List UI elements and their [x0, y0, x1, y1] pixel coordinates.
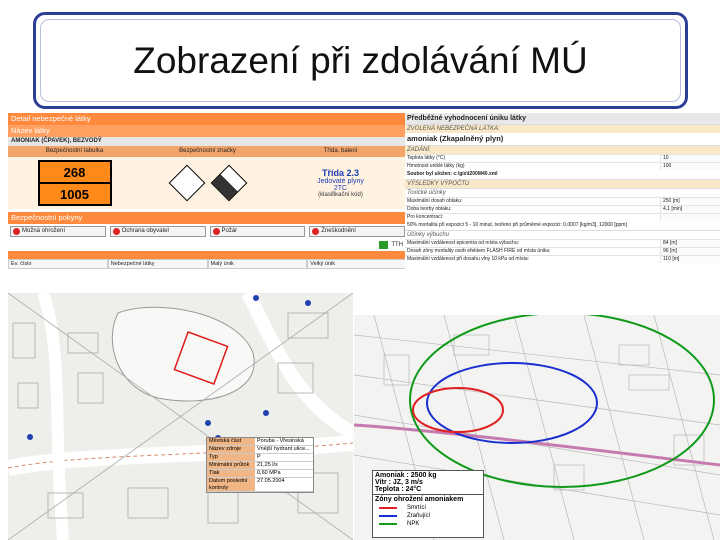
hazard-number: 268: [63, 164, 86, 180]
info-row: Typ P: [207, 454, 313, 462]
tth-row: [8, 239, 407, 251]
green-line-icon: [379, 523, 397, 525]
table-header-large: Velký únik: [307, 259, 407, 269]
neutralization-button[interactable]: Zneškodnění: [309, 226, 405, 237]
input-row: Hmotnost uniklé látky (kg) 100: [405, 162, 720, 170]
substance-table-header: [8, 259, 407, 269]
substance-detail-panel: [8, 113, 407, 293]
col-header-signs: Bezpečnostní značky: [179, 148, 236, 154]
zone-wind: Vítr : JZ, 3 m/s: [375, 479, 423, 486]
zone-legend-box: [372, 470, 484, 538]
blue-line-icon: [379, 515, 397, 517]
info-row: Název zdroje Vnější hydrant ulice...: [207, 446, 313, 454]
input-label: ZADÁNÍ:: [405, 145, 720, 154]
detail-header: Detail nebezpečné látky: [8, 113, 407, 125]
toxic-label: Toxické účinky: [405, 188, 720, 197]
toxic-row: Maximální dosah oblaku: 250 [m]: [405, 197, 720, 205]
orange-hazard-plate: [38, 160, 112, 206]
zone-parameters: [373, 471, 483, 494]
input-row: Teplota látky (°C) 10: [405, 154, 720, 162]
zone-amount: Amoniak : 2500 kg: [375, 472, 437, 479]
class-code-label: (klasifikační kód): [318, 192, 363, 198]
evaluation-panel: [405, 113, 720, 315]
explosion-row: Dosah zóny mortality osob efektem FLASH FIRE od místa úniku: 96 [m]: [405, 247, 720, 255]
legend-item-lethal: Smrtící: [373, 504, 483, 512]
fire-button[interactable]: Požár: [210, 226, 306, 237]
people-icon: [113, 228, 120, 235]
possible-threats-button[interactable]: Možná ohrožení: [10, 226, 106, 237]
toxic-row: Doba tvorby oblaku: 4,1 [min]: [405, 205, 720, 213]
explosion-row: Maximální vzdálenost při dosahu vlny 10 kPa od místa: 110 [m]: [405, 255, 720, 263]
orange-plate-cell: [8, 157, 141, 209]
red-line-icon: [379, 507, 397, 509]
toxic-note: 50% mortalita při expozici 5 - 10 minut, tvořeno při průměrné expozici: 0,0007 [kg/m3], 12000 [ppm]: [407, 222, 627, 228]
fire-icon: [213, 228, 220, 235]
info-row: Městská část Poruba - Vřesinská: [207, 438, 313, 446]
detail-col-headers: [8, 146, 407, 157]
safety-buttons: [8, 224, 407, 239]
tth-label[interactable]: TTH: [391, 242, 403, 248]
col-header-class: Třída, balení: [323, 148, 358, 154]
class-desc: Jedovaté plyny: [317, 178, 364, 185]
class-code: 2TC: [333, 185, 348, 192]
legend-item-injury: Zraňující: [373, 512, 483, 520]
hydrant-info-table: [206, 437, 314, 493]
hazard-row: [8, 157, 407, 209]
chosen-substance: amoniak (Zkapalněný plyn): [405, 133, 720, 145]
toxic-row: Pro koncentraci:: [405, 213, 720, 221]
table-header-ev: Ev. číslo: [8, 259, 108, 269]
table-divider: [8, 251, 407, 259]
info-row: Minimální průtok 21,25 l/s: [207, 462, 313, 470]
name-label: Název látky: [8, 125, 407, 137]
instructions-header: Bezpečnostní pokyny: [8, 212, 407, 224]
zone-heading: Zóny ohrožení amoniakem: [373, 494, 483, 504]
un-number: 1005: [40, 182, 110, 204]
population-protection-button[interactable]: Ochrana obyvatel: [110, 226, 206, 237]
table-header-small: Malý únik: [208, 259, 308, 269]
map-left-drawing: [8, 293, 353, 540]
corrosive-sign-icon: [210, 165, 247, 202]
class-cell: [274, 157, 407, 209]
info-row: Tlak 0,60 MPa: [207, 470, 313, 478]
eval-title: Předběžné vyhodnocení úniku látky: [405, 113, 720, 124]
city-map-left[interactable]: [8, 293, 353, 540]
class-name: Třída 2.3: [321, 168, 359, 178]
col-header-plate: Bezpečnostní tabulka: [45, 148, 104, 154]
title-banner: [33, 12, 688, 109]
table-header-name: Nebezpečné látky: [108, 259, 208, 269]
neutralize-icon: [312, 228, 319, 235]
saved-file: Soubor byl uložen: c:\gis\t200M40.xml: [407, 171, 498, 177]
hazard-signs-cell: [141, 157, 274, 209]
results-label: VÝSLEDKY VÝPOČTU: [405, 179, 720, 188]
legend-item-npk: NPK: [373, 520, 483, 528]
explosion-label: Účinky výbuchu: [405, 230, 720, 239]
page-title: Zobrazení při zdolávání MÚ: [133, 39, 588, 81]
chosen-label: ZVOLENÁ NEBEZPEČNÁ LÁTKA:: [405, 124, 720, 133]
info-row: Datum poslední kontroly 27.05.2004: [207, 478, 313, 492]
zone-temperature: Teplota : 24°C: [375, 486, 422, 493]
substance-name: AMONIAK (ČPAVEK), BEZVODÝ: [8, 137, 407, 146]
tth-icon: [379, 241, 388, 249]
warning-icon: [13, 228, 20, 235]
toxic-gas-sign-icon: [168, 165, 205, 202]
explosion-row: Maximální vzdálenost epicentra od místa výbuchu: 84 [m]: [405, 239, 720, 247]
